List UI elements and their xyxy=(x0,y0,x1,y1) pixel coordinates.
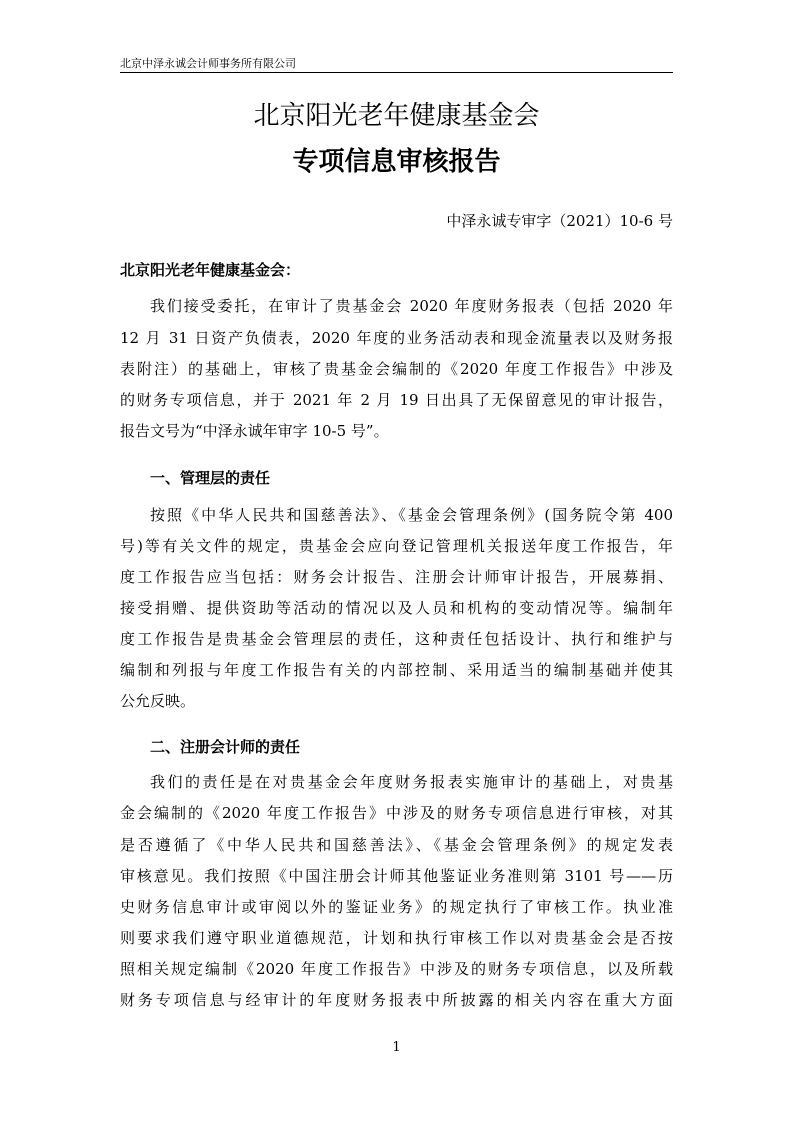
paragraph-line: 史财务信息审计或审阅以外的鉴证业务》的规定执行了审核工作。执业准 xyxy=(120,898,673,916)
page-number: 1 xyxy=(392,1040,401,1055)
paragraph-line: 表附注）的基础上，审核了贵基金会编制的《2020 年度工作报告》中涉及 xyxy=(120,360,673,378)
paragraph-line: 度工作报告是贵基金会管理层的责任，这种责任包括设计、执行和维护与 xyxy=(120,630,673,648)
document-subtitle: 专项信息审核报告 xyxy=(292,147,501,177)
document-title: 北京阳光老年健康基金会 xyxy=(253,101,540,131)
section-heading-management: 一、管理层的责任 xyxy=(150,469,271,487)
paragraph-line: 审核意见。我们按照《中国注册会计师其他鉴证业务准则第 3101 号——历 xyxy=(120,867,673,885)
section-heading-auditor: 二、注册会计师的责任 xyxy=(150,738,301,756)
paragraph-line: 金会编制的《2020 年度工作报告》中涉及的财务专项信息进行审核，对其 xyxy=(120,804,673,822)
paragraph-line: 则要求我们遵守职业道德规范，计划和执行审核工作以对贵基金会是否按 xyxy=(120,929,673,947)
paragraph-line: 度工作报告应当包括：财务会计报告、注册会计师审计报告，开展募捐、 xyxy=(120,568,673,586)
paragraph-line: 编制和列报与年度工作报告有关的内部控制、采用适当的编制基础并使其 xyxy=(120,661,673,679)
paragraph-line: 的财务专项信息，并于 2021 年 2 月 19 日出具了无保留意见的审计报告， xyxy=(120,391,673,409)
addressee: 北京阳光老年健康基金会： xyxy=(120,261,301,279)
paragraph-line: 照相关规定编制《2020 年度工作报告》中涉及的财务专项信息，以及所载 xyxy=(120,960,673,978)
header-firm-name: 北京中泽永诚会计师事务所有限公司 xyxy=(120,57,296,70)
paragraph-line: 报告文号为“中泽永诚年审字 10-5 号”。 xyxy=(120,422,389,440)
paragraph-line: 公允反映。 xyxy=(120,692,196,710)
paragraph-line: 财务专项信息与经审计的年度财务报表中所披露的相关内容在重大方面 xyxy=(120,991,673,1009)
paragraph-line: 我们的责任是在对贵基金会年度财务报表实施审计的基础上，对贵基 xyxy=(150,773,673,791)
paragraph-line: 是否遵循了《中华人民共和国慈善法》、《基金会管理条例》的规定发表 xyxy=(120,836,673,854)
paragraph-line: 我们接受委托，在审计了贵基金会 2020 年度财务报表（包括 2020 年 xyxy=(150,297,673,315)
paragraph-line: 按照《中华人民共和国慈善法》、《基金会管理条例》(国务院令第 400 xyxy=(150,506,673,524)
header-divider xyxy=(120,72,673,73)
paragraph-line: 12 月 31 日资产负债表，2020 年度的业务活动表和现金流量表以及财务报 xyxy=(120,329,673,347)
paragraph-line: 接受捐赠、提供资助等活动的情况以及人员和机构的变动情况等。编制年 xyxy=(120,599,673,617)
reference-number: 中泽永诚专审字（2021）10-6 号 xyxy=(446,212,673,230)
paragraph-line: 号)等有关文件的规定，贵基金会应向登记管理机关报送年度工作报告，年 xyxy=(120,537,673,555)
